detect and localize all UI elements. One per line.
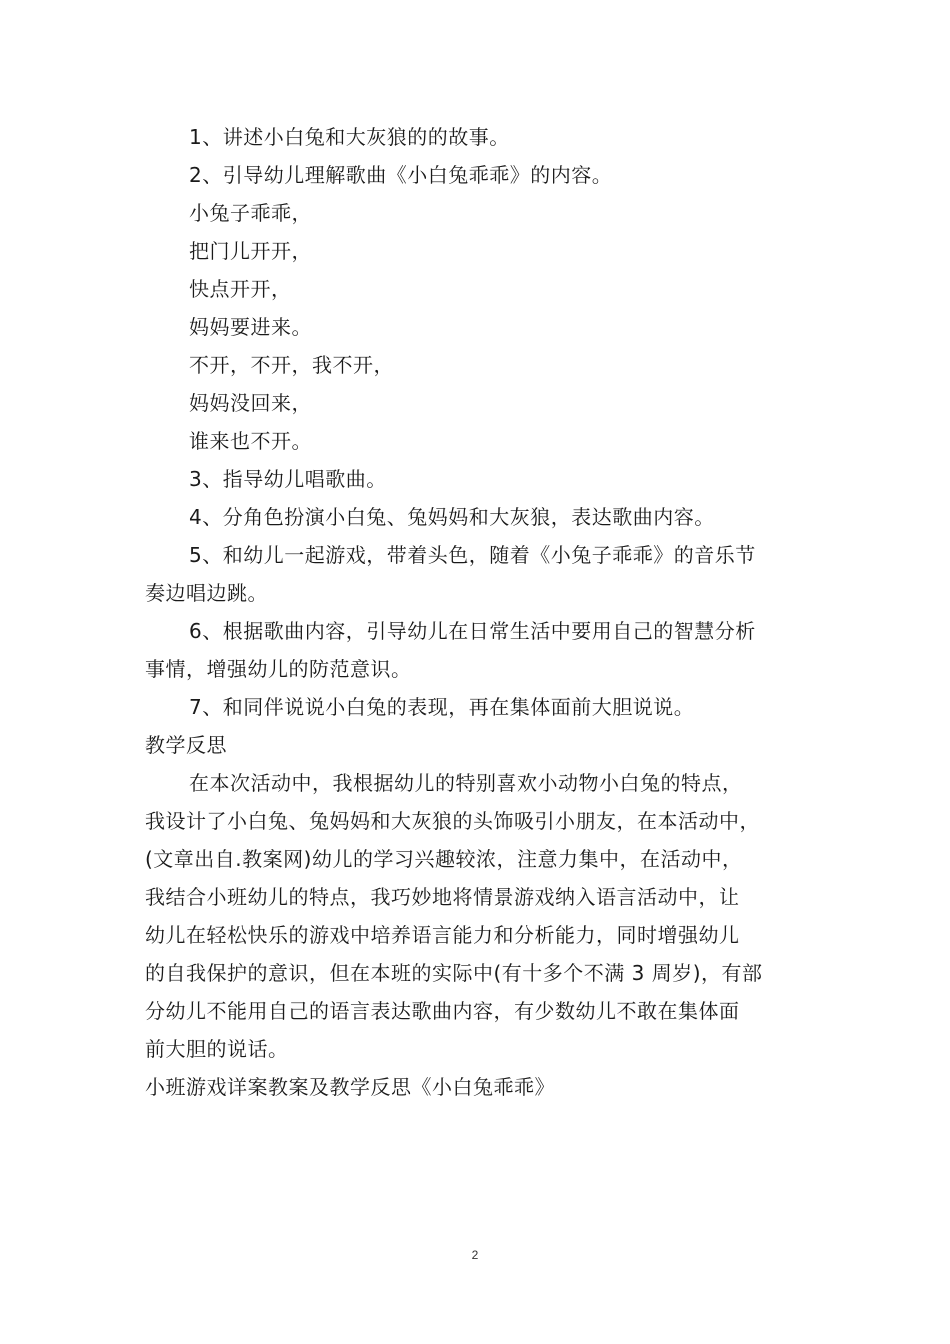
step-4: 4、分角色扮演小白兔、兔妈妈和大灰狼，表达歌曲内容。 (189, 505, 715, 529)
step-5 (145, 536, 815, 612)
song-line: 快点开开， (189, 277, 292, 301)
reflection-line: (文章出自.教案网)幼儿的学习兴趣较浓，注意力集中，在活动中， (145, 847, 743, 871)
reflection-line: 我结合小班幼儿的特点，我巧妙地将情景游戏纳入语言活动中，让 (145, 885, 740, 909)
reflection-heading: 教学反思 (145, 733, 227, 757)
step-6 (145, 612, 815, 688)
page-number: 2 (471, 1248, 479, 1262)
step-6-line: 事情，增强幼儿的防范意识。 (145, 657, 412, 681)
song-line: 妈妈要进来。 (189, 315, 312, 339)
song-line: 不开，不开，我不开， (189, 353, 394, 377)
reflection-paragraph (145, 764, 815, 1068)
step-7: 7、和同伴说说小白兔的表现，再在集体面前大胆说说。 (189, 695, 695, 719)
document-title-footer: 小班游戏详案教案及教学反思《小白兔乖乖》 (145, 1075, 555, 1099)
song-line: 妈妈没回来， (189, 391, 312, 415)
step-1: 1、讲述小白兔和大灰狼的的故事。 (189, 125, 510, 149)
step-3: 3、指导幼儿唱歌曲。 (189, 467, 387, 491)
step-5-line: 5、和幼儿一起游戏，带着头色，随着《小兔子乖乖》的音乐节 (189, 543, 756, 567)
step-2: 2、引导幼儿理解歌曲《小白兔乖乖》的内容。 (189, 163, 613, 187)
reflection-line: 前大胆的说话。 (145, 1037, 289, 1061)
step-6-line: 6、根据歌曲内容，引导幼儿在日常生活中要用自己的智慧分析 (189, 619, 756, 643)
document-body (145, 118, 815, 1106)
step-5-line: 奏边唱边跳。 (145, 581, 268, 605)
reflection-line: 幼儿在轻松快乐的游戏中培养语言能力和分析能力，同时增强幼儿 (145, 923, 740, 947)
reflection-line: 在本次活动中，我根据幼儿的特别喜欢小动物小白兔的特点， (189, 771, 743, 795)
song-line: 把门儿开开， (189, 239, 312, 263)
song-line: 谁来也不开。 (189, 429, 312, 453)
reflection-line: 分幼儿不能用自己的语言表达歌曲内容，有少数幼儿不敢在集体面 (145, 999, 740, 1023)
reflection-line: 我设计了小白兔、兔妈妈和大灰狼的头饰吸引小朋友，在本活动中， (145, 809, 760, 833)
reflection-line: 的自我保护的意识，但在本班的实际中(有十多个不满 3 周岁)，有部 (145, 961, 763, 985)
song-line: 小兔子乖乖， (189, 201, 312, 225)
